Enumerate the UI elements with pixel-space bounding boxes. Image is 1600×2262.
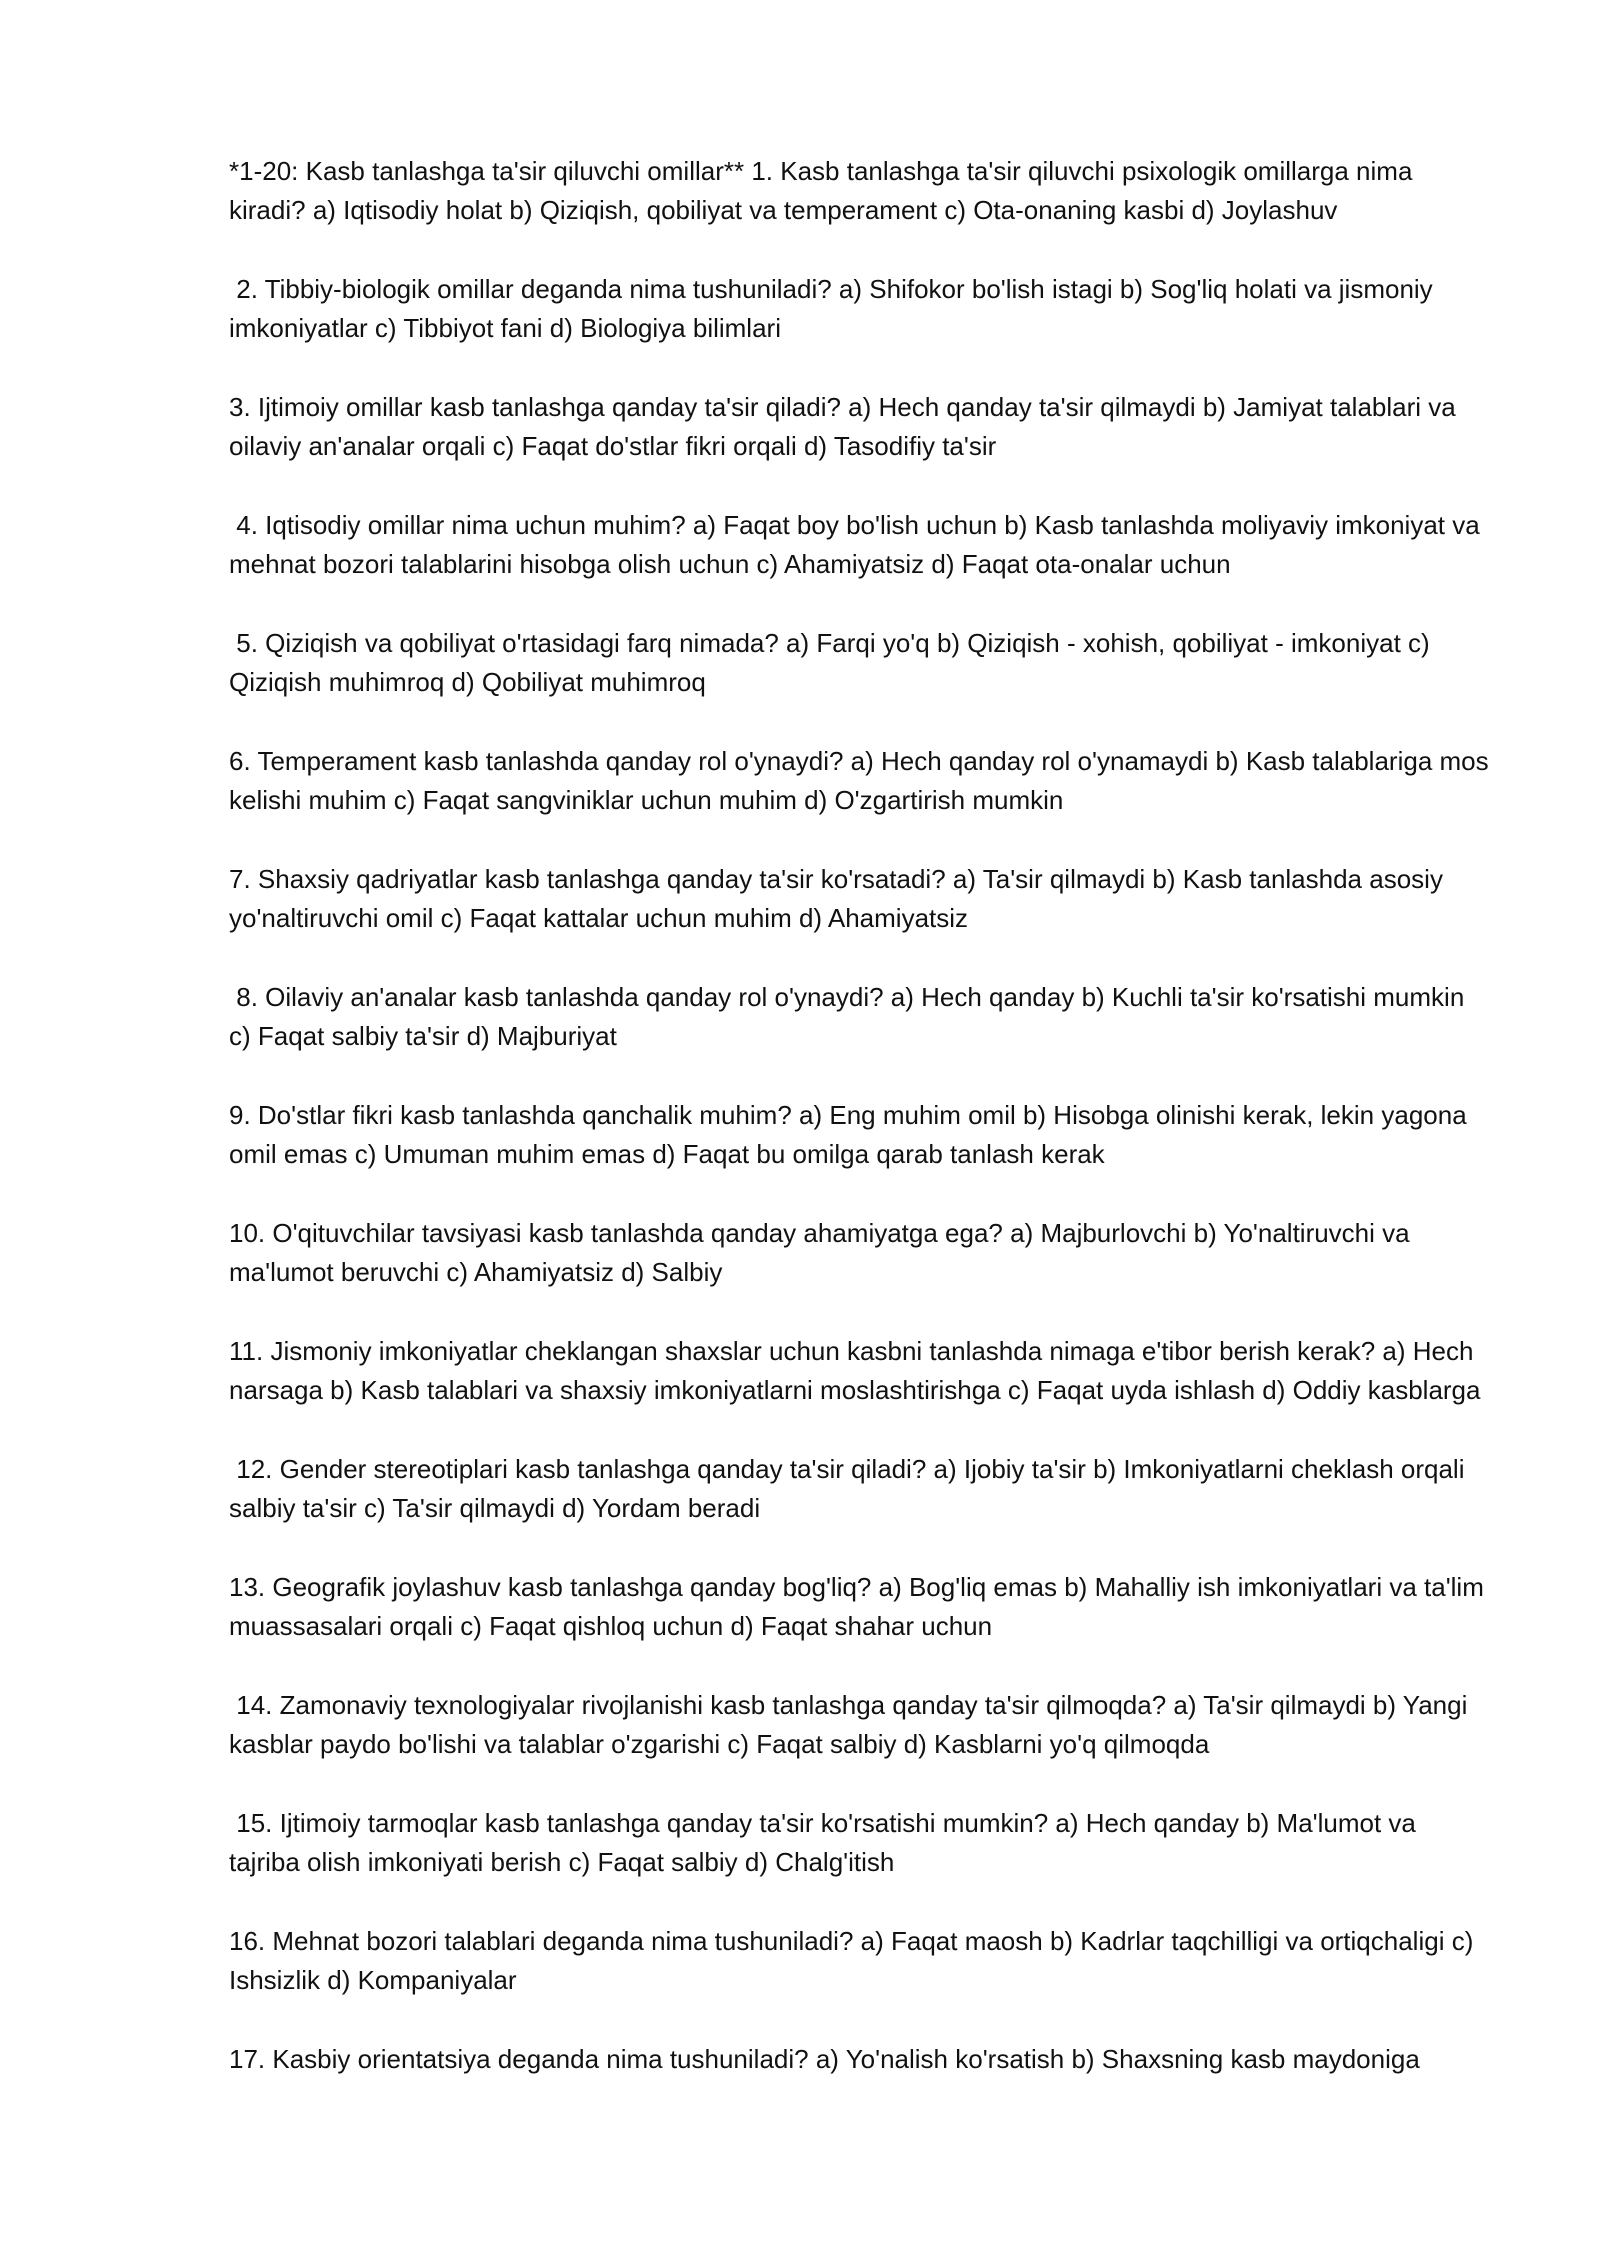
paragraph-question-15: 15. Ijtimoiy tarmoqlar kasb tanlashga qanday ta'sir ko'rsatishi mumkin? a) Hech qanday b) Ma'lumot va tajriba olish imkoniyati berish c) Faqat salbiy d) Chalg'itish — [229, 1808, 1424, 1877]
paragraph-question-3: 3. Ijtimoiy omillar kasb tanlashga qanday ta'sir qiladi? a) Hech qanday ta'sir qilmaydi b) Jamiyat talablari va oilaviy an'analar orqali c) Faqat do'stlar fikri orqali d) Tasodifiy ta'sir — [229, 392, 1463, 461]
paragraph-question-8: 8. Oilaviy an'analar kasb tanlashda qanday rol o'ynaydi? a) Hech qanday b) Kuchli ta'sir ko'rsatishi mumkin c) Faqat salbiy ta'sir d) Majburiyat — [229, 982, 1472, 1051]
paragraph-question-14: 14. Zamonaviy texnologiyalar rivojlanishi kasb tanlashga qanday ta'sir qilmoqda? a) Ta'sir qilmaydi b) Yangi kasblar paydo bo'lishi va talablar o'zgarishi c) Faqat salbiy d) Kasblarni yo'q qilmoqda — [229, 1690, 1475, 1759]
paragraph-question-17: 17. Kasbiy orientatsiya deganda nima tushuniladi? a) Yo'nalish ko'rsatish b) Shaxsning kasb maydoniga — [229, 2044, 1420, 2074]
paragraph-question-11: 11. Jismoniy imkoniyatlar cheklangan shaxslar uchun kasbni tanlashda nimaga e'tibor berish kerak? a) Hech narsaga b) Kasb talablari va shaxsiy imkoniyatlarni moslashtirishga c) Faqat uyda ishlash d) Oddiy kasblarga — [229, 1336, 1481, 1405]
paragraph-question-13: 13. Geografik joylashuv kasb tanlashga qanday bog'liq? a) Bog'liq emas b) Mahalliy ish imkoniyatlari va ta'lim muassasalari orqali c) Faqat qishloq uchun d) Faqat shahar uchun — [229, 1572, 1492, 1641]
paragraph-question-6: 6. Temperament kasb tanlashda qanday rol o'ynaydi? a) Hech qanday rol o'ynamaydi b) Kasb talablariga mos kelishi muhim c) Faqat sangviniklar uchun muhim d) O'zgartirish mumkin — [229, 746, 1496, 815]
paragraph-question-12: 12. Gender stereotiplari kasb tanlashga qanday ta'sir qiladi? a) Ijobiy ta'sir b) Imkoniyatlarni cheklash orqali salbiy ta'sir c) Ta'sir qilmaydi d) Yordam beradi — [229, 1454, 1472, 1523]
paragraph-question-9: 9. Do'stlar fikri kasb tanlashda qanchalik muhim? a) Eng muhim omil b) Hisobga olinishi kerak, lekin yagona omil emas c) Umuman muhim emas d) Faqat bu omilga qarab tanlash kerak — [229, 1100, 1474, 1169]
paragraph-question-10: 10. O'qituvchilar tavsiyasi kasb tanlashda qanday ahamiyatga ega? a) Majburlovchi b) Yo'naltiruvchi va ma'lumot beruvchi c) Ahamiyatsiz d) Salbiy — [229, 1218, 1417, 1287]
paragraph-question-7: 7. Shaxsiy qadriyatlar kasb tanlashga qanday ta'sir ko'rsatadi? a) Ta'sir qilmaydi b) Kasb tanlashda asosiy yo'naltiruvchi omil c) Faqat kattalar uchun muhim d) Ahamiyatsiz — [229, 864, 1451, 933]
paragraph-intro-question-1: *1-20: Kasb tanlashga ta'sir qiluvchi omillar** 1. Kasb tanlashga ta'sir qiluvchi psixologik omillarga nima kiradi? a) Iqtisodiy holat b) Qiziqish, qobiliyat va temperament c) Ota-onaning kasbi d) Joylashuv — [229, 156, 1420, 225]
paragraph-question-5: 5. Qiziqish va qobiliyat o'rtasidagi farq nimada? a) Farqi yo'q b) Qiziqish - xohish, qobiliyat - imkoniyat c) Qiziqish muhimroq d) Qobiliyat muhimroq — [229, 628, 1437, 697]
paragraph-question-16: 16. Mehnat bozori talablari deganda nima tushuniladi? a) Faqat maosh b) Kadrlar taqchilligi va ortiqchaligi c) Ishsizlik d) Kompaniyalar — [229, 1926, 1481, 1995]
paragraph-question-2: 2. Tibbiy-biologik omillar deganda nima tushuniladi? a) Shifokor bo'lish istagi b) Sog'liq holati va jismoniy imkoniyatlar c) Tibbiyot fani d) Biologiya bilimlari — [229, 274, 1440, 343]
paragraph-question-4: 4. Iqtisodiy omillar nima uchun muhim? a) Faqat boy bo'lish uchun b) Kasb tanlashda moliyaviy imkoniyat va mehnat bozori talablarini hisobga olish uchun c) Ahamiyatsiz d) Faqat ota-onalar uchun — [229, 510, 1487, 579]
document-body — [229, 152, 1496, 2119]
